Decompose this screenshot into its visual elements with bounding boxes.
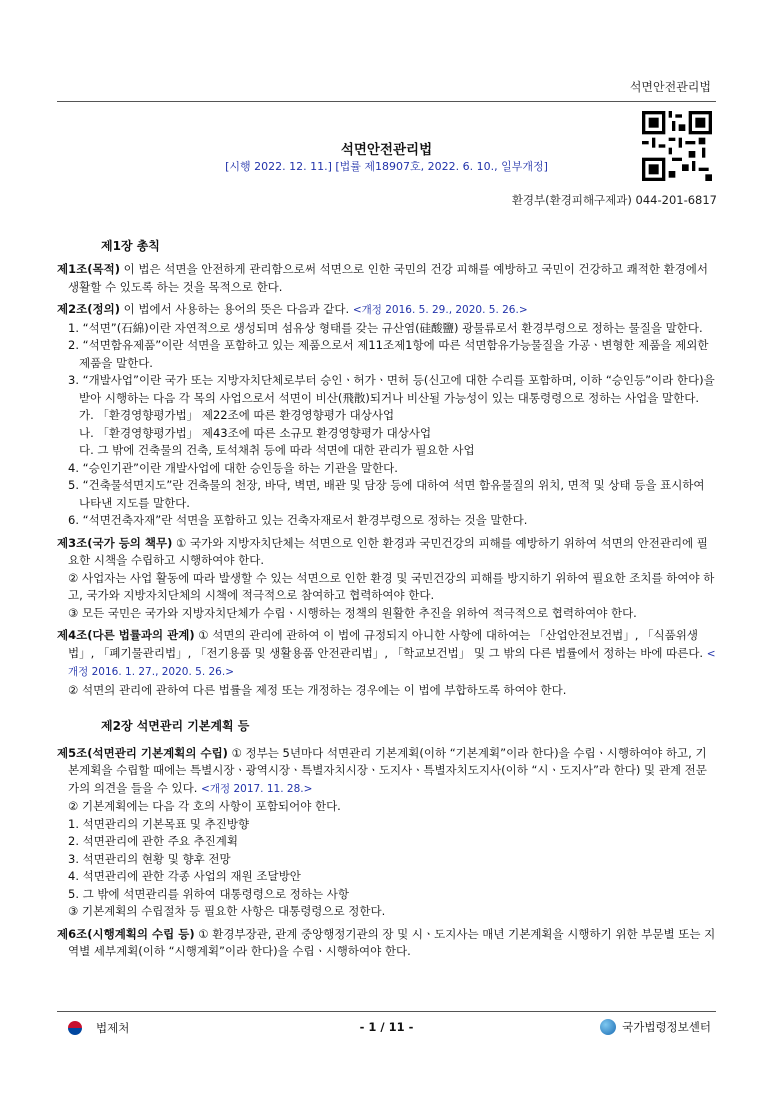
article-6: 제6조(시행계획의 수립 등) ① 환경부장관, 관계 중앙행정기관의 장 및 시ㆍ도지사는 매년 기본계획을 시행하기 위한 부문별 또는 지역별 세부계획(이하 “시행계획”이라 한다)을 수립ㆍ시행하여야 한다. bbox=[57, 926, 716, 958]
list-item: 2. 석면관리에 관한 주요 추진계획 bbox=[68, 834, 239, 848]
chapter-2-heading: 제2장 석면관리 기본계획 등 bbox=[101, 719, 250, 733]
list-item: 1. “석면”(石綿)이란 자연적으로 생성되며 섬유상 형태를 갖는 규산염(硅酸鹽) 광물류로서 환경부령으로 정하는 물질을 말한다. bbox=[68, 320, 703, 335]
list-item: 6. “석면건축자재”란 석면을 포함하고 있는 건축자재로서 환경부령으로 정하는 것을 말한다. bbox=[68, 513, 528, 527]
footer-right bbox=[600, 1019, 711, 1035]
sub-item: 다. 그 밖에 건축물의 건축, 토석채취 등에 따라 석면에 대한 관리가 필요한 사업 bbox=[79, 443, 475, 457]
list-item: 4. “승인기관”이란 개발사업에 대한 승인등을 하는 기관을 말한다. bbox=[68, 460, 398, 475]
article-3: 제3조(국가 등의 책무) ① 국가와 지방자치단체는 석면으로 인한 환경과 국민건강의 피해를 예방하기 위하여 석면의 안전관리에 필요한 시책을 수립하고 시행하여야 한다. bbox=[57, 535, 708, 567]
paragraph: ② 사업자는 사업 활동에 따라 발생할 수 있는 석면으로 인한 환경 및 국민건강의 피해를 방지하기 위하여 필요한 조치를 하여야 하고, 국가와 지방자치단체의 시책에 적극적으로 참여하고 협력하여야 한다. bbox=[68, 570, 715, 602]
article-list bbox=[57, 261, 717, 961]
footer-center: 국가법령정보센터 bbox=[622, 1020, 711, 1034]
document-title: 석면안전관리법 bbox=[340, 142, 433, 158]
list-item: 4. 석면관리에 관한 각종 사업의 재원 조달방안 bbox=[68, 869, 301, 883]
globe-logo-icon bbox=[600, 1019, 616, 1035]
list-item: 5. “건축물석면지도”란 건축물의 천장, 바닥, 벽면, 배관 및 담장 등에 대하여 석면 함유물질의 위치, 면적 및 상태 등을 표시하여 나타낸 지도를 말한다. bbox=[68, 478, 705, 510]
sub-item: 가. 「환경영향평가법」 제22조에 따른 환경영향평가 대상사업 bbox=[79, 408, 395, 422]
paragraph: ③ 모든 국민은 국가와 지방자치단체가 수립ㆍ시행하는 정책의 원활한 추진을 위하여 적극적으로 협력하여야 한다. bbox=[68, 605, 637, 620]
paragraph: ③ 기본계획의 수립절차 등 필요한 사항은 대통령령으로 정한다. bbox=[68, 904, 386, 918]
sub-item: 나. 「환경영향평가법」 제43조에 따른 소규모 환경영향평가 대상사업 bbox=[79, 425, 432, 440]
ministry-contact: 환경부(환경피해구제과) 044-201-6817 bbox=[511, 193, 717, 207]
header-law-name: 석면안전관리법 bbox=[629, 80, 711, 94]
list-item: 1. 석면관리의 기본목표 및 추진방향 bbox=[68, 816, 250, 831]
header-divider bbox=[57, 101, 716, 102]
paragraph: ② 기본계획에는 다음 각 호의 사항이 포함되어야 한다. bbox=[68, 799, 341, 813]
list-item: 2. “석면함유제품”이란 석면을 포함하고 있는 제품으로서 제11조제1항에 따른 석면함유가능물질을 가공ㆍ변형한 제품을 제외한 제품을 말한다. bbox=[68, 338, 709, 370]
amendment-note: <개정 2016. 1. 27., 2020. 5. 26.> bbox=[68, 647, 716, 678]
article-5: 제5조(석면관리 기본계획의 수립) ① 정부는 5년마다 석면관리 기본계획(이하 “기본계획”이라 한다)을 수립ㆍ시행하여야 하고, 기본계획을 수립할 때에는 특별시장ㆍ광역시장ㆍ특별자치시장ㆍ도지사ㆍ특별자치도지사(이하 “시ㆍ도지사”라 한다) 및 관계 전문가의 의견을 들을 수 있다. <개정 2017. 11. 28.> bbox=[57, 745, 707, 795]
footer-divider bbox=[57, 1011, 716, 1012]
amendment-note: <개정 2016. 5. 29., 2020. 5. 26.> bbox=[352, 304, 528, 316]
list-item: 3. 석면관리의 현황 및 향후 전망 bbox=[68, 851, 231, 866]
page-number: - 1 / 11 - bbox=[359, 1020, 414, 1034]
article-1: 제1조(목적) 이 법은 석면을 안전하게 관리함으로써 석면으로 인한 국민의 건강 피해를 예방하고 국민이 건강하고 쾌적한 환경에서 생활할 수 있도록 하는 것을 목적으로 한다. bbox=[57, 262, 709, 294]
list-item: 3. “개발사업”이란 국가 또는 지방자치단체로부터 승인ㆍ허가ㆍ면허 등(신고에 대한 수리를 포함하며, 이하 “승인등”이라 한다)을 받아 시행하는 다음 각 목의 사업으로서 석면이 비산(飛散)되거나 비산될 가능성이 있는 대통령령으로 정하는 사업을 말한다. bbox=[68, 373, 715, 405]
paragraph: ② 석면의 관리에 관하여 다른 법률을 제정 또는 개정하는 경우에는 이 법에 부합하도록 하여야 한다. bbox=[68, 682, 567, 697]
article-4: 제4조(다른 법률과의 관계) ① 석면의 관리에 관하여 이 법에 규정되지 아니한 사항에 대하여는 「산업안전보건법」, 「식품위생법」, 「폐기물관리법」, 「전기용품 및 생활용품 안전관리법」, 「학교보건법」 및 그 밖의 다른 법률에서 정하는 바에 따른다. <개정 2016. 1. 27., 2020. 5. 26.> bbox=[57, 628, 716, 678]
chapter-1-heading: 제1장 총칙 bbox=[101, 239, 160, 253]
list-item: 5. 그 밖에 석면관리를 위하여 대통령령으로 정하는 사항 bbox=[68, 886, 349, 901]
article-2: 제2조(정의) 이 법에서 사용하는 용어의 뜻은 다음과 같다. <개정 2016. 5. 29., 2020. 5. 26.> bbox=[57, 302, 528, 316]
enforcement-info: [시행 2022. 12. 11.] [법률 제18907호, 2022. 6. 10., 일부개정] bbox=[225, 160, 548, 173]
footer-agency: 법제처 bbox=[96, 1021, 130, 1035]
amendment-note: <개정 2017. 11. 28.> bbox=[201, 782, 313, 795]
